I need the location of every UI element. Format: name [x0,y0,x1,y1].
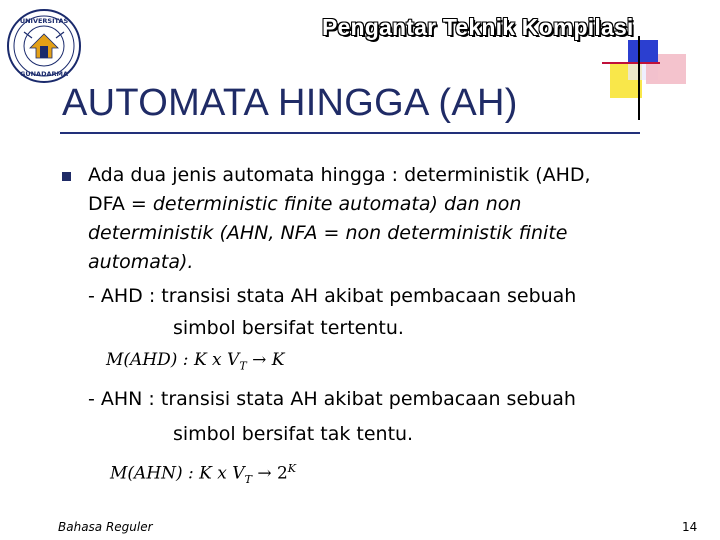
ahd-line-1: - AHD : transisi stata AH akibat pembacaan sebuah [88,285,577,307]
ahn-line-2: simbol bersifat tak tentu. [173,423,414,445]
ahd-line-2: simbol bersifat tertentu. [173,317,404,339]
ahn-formula-sub: T [244,473,252,487]
bullet-line-2 [88,193,521,215]
bullet-line-2-italic: deterministic finite automata) dan non [152,193,522,215]
ahn-formula-right: 2 [276,463,288,484]
ahn-line-1: - AHN : transisi stata AH akibat pembacaan sebuah [88,388,576,410]
arrow-icon: → [257,463,272,484]
page-number: 14 [682,520,698,534]
course-title: Pengantar Teknik Kompilasi [322,14,634,40]
logo-bottom-text: GUNADARMA [19,70,69,78]
ahd-formula-right: K [271,350,285,370]
ahn-formula-left: M(AHN) : K x V [110,463,245,484]
bullet-line-3: deterministik (AHN, NFA = non deterministik finite [88,222,568,244]
title-divider [60,132,640,134]
bullet-line-2-normal: DFA = [88,193,153,215]
bullet-square-icon [62,172,71,181]
ahn-formula-sup: K [287,462,297,475]
arrow-icon: → [252,350,267,370]
logo-top-text: UNIVERSITAS [19,17,69,25]
bullet-line-1: Ada dua jenis automata hingga : deterministik (AHD, [88,164,591,186]
ahd-formula-left: M(AHD) : K x V [106,350,240,370]
ahn-formula [110,462,296,486]
ahd-formula [106,350,284,372]
slide-title: AUTOMATA HINGGA (AH) [62,82,518,124]
bullet-line-4: automata). [88,251,194,273]
footer-topic: Bahasa Reguler [58,520,153,534]
decorative-squares [598,36,698,122]
university-logo [6,8,82,84]
ahd-formula-sub: T [239,359,247,373]
